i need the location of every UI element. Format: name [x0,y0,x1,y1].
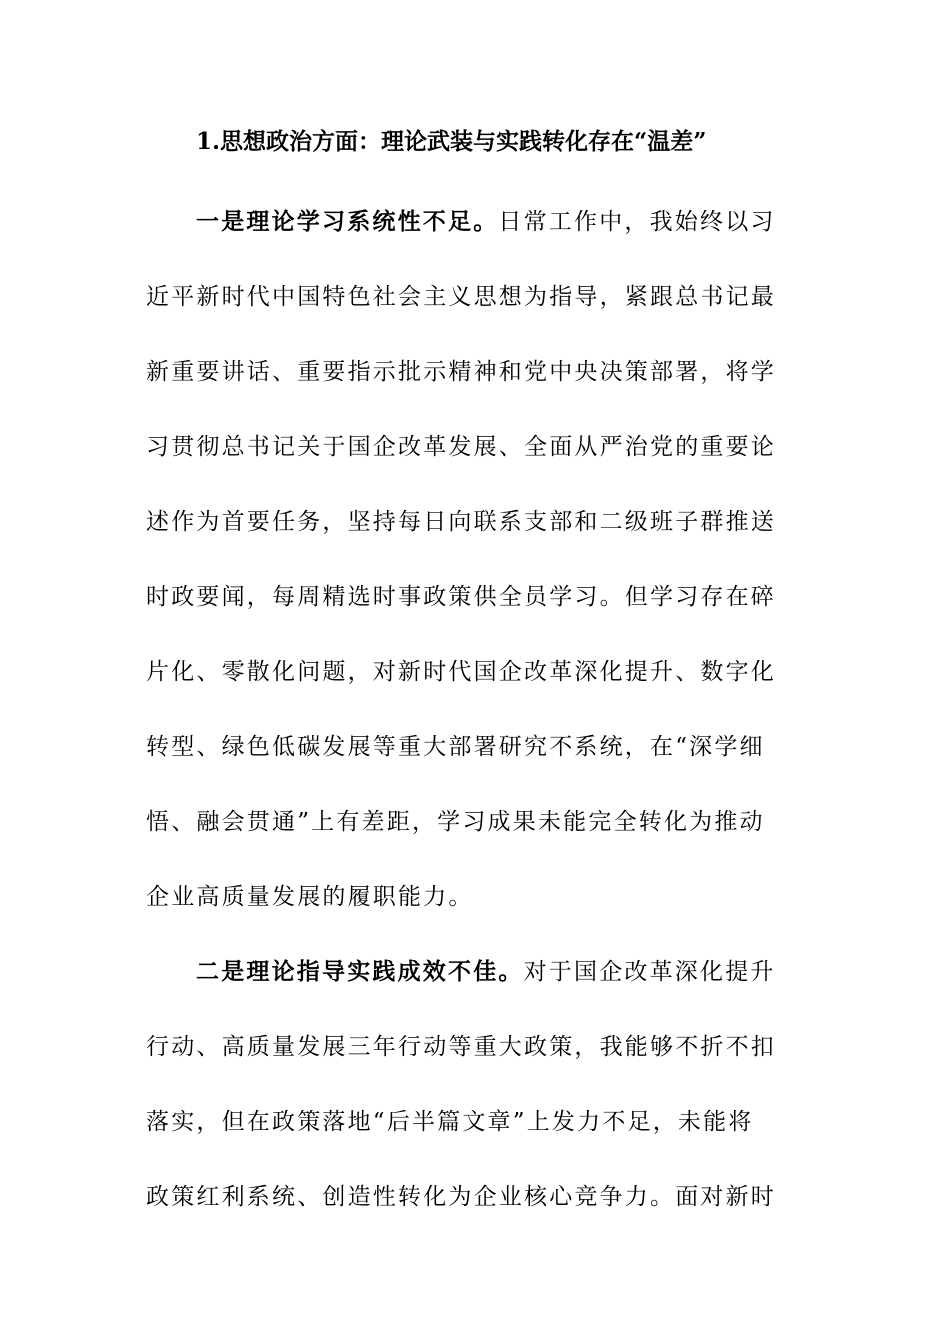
paragraph-1-line: 悟、融会贯通”上有差距，学习成果未能完全转化为推动 [146,809,765,835]
section-heading: 1.思想政治方面：理论武装与实践转化存在“温差” [196,128,707,155]
paragraph-1-line: 习贯彻总书记关于国企改革发展、全面从严治党的重要论 [146,434,776,460]
paragraph-1-line: 近平新时代中国特色社会主义思想为指导，紧跟总书记最 [146,284,776,310]
paragraph-2-line: 行动、高质量发展三年行动等重大政策，我能够不折不扣 [146,1034,776,1060]
paragraph-1-line: 日常工作中，我始终以习 [498,209,776,235]
paragraph-1-lead: 一是理论学习系统性不足。 [196,208,499,235]
paragraph-1-line: 片化、零散化问题，对新时代国企改革深化提升、数字化 [146,659,776,685]
paragraph-2-line: 政策红利系统、创造性转化为企业核心竞争力。面对新时 [146,1184,776,1210]
paragraph-1-line: 述作为首要任务，坚持每日向联系支部和二级班子群推送 [146,509,776,535]
paragraph-2-first-line [196,950,786,994]
paragraph-2-line: 落实，但在政策落地“后半篇文章”上发力不足，未能将 [146,1109,754,1135]
paragraph-1-line: 企业高质量发展的履职能力。 [146,884,474,910]
paragraph-1-line: 时政要闻，每周精选时事政策供全员学习。但学习存在碎 [146,584,776,610]
paragraph-1-line: 转型、绿色低碳发展等重大部署研究不系统，在“深学细 [146,734,765,760]
paragraph-1-first-line [196,200,786,244]
paragraph-1-line: 新重要讲话、重要指示批示精神和党中央决策部署，将学 [146,359,776,385]
paragraph-2-lead: 二是理论指导实践成效不佳。 [196,958,524,985]
paragraph-2-line: 对于国企改革深化提升 [523,959,776,985]
